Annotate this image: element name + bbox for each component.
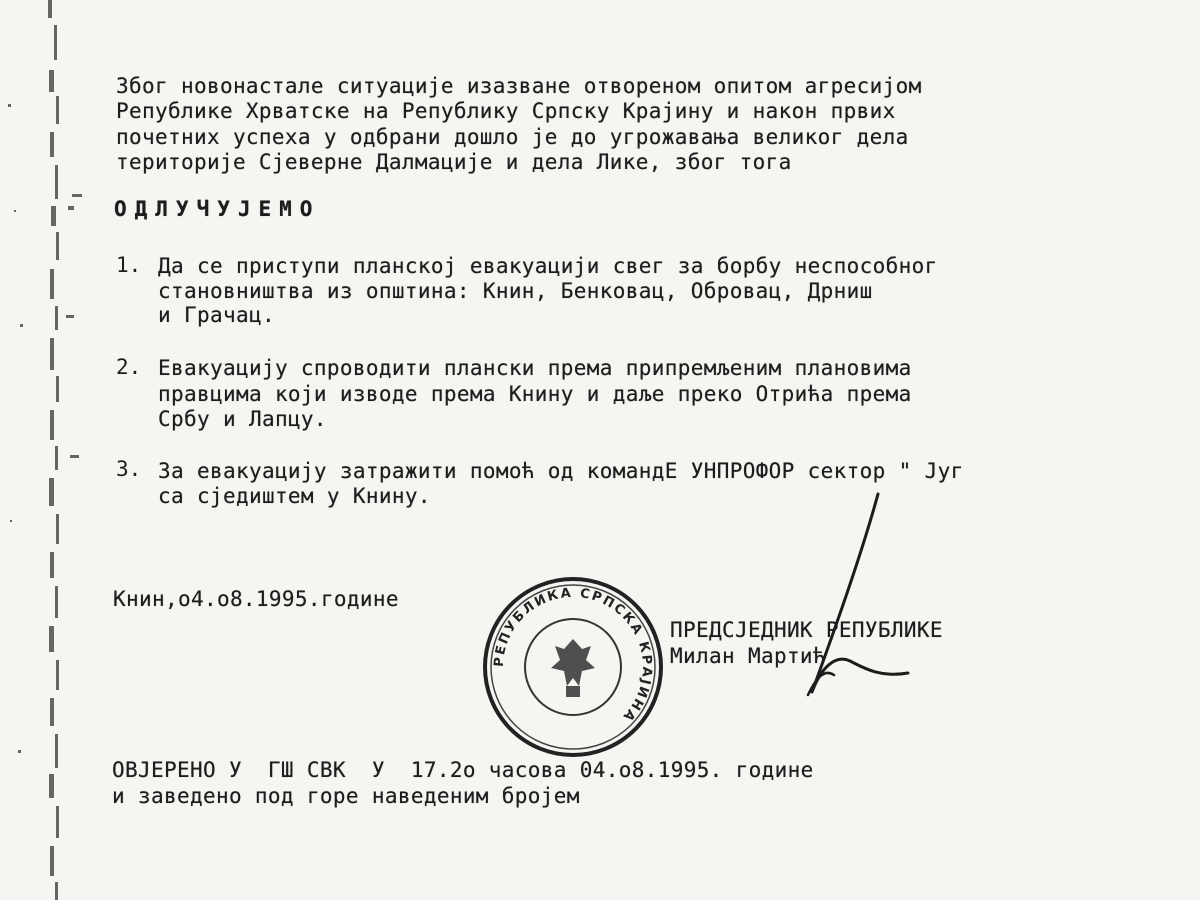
item-3-line-1: За евакуацију затражити помоћ од командЕ УНПРОФОР сектор " Југ: [158, 459, 964, 483]
item-1-number: 1.: [116, 253, 142, 277]
signatory-name: Милан Мартић: [670, 644, 826, 668]
decision-heading: ОДЛУЧУЈЕМО: [114, 197, 321, 221]
intro-line-2: Републике Хрватске на Републику Српску Крајину и након првих: [116, 99, 896, 123]
svg-text:РЕПУБЛИКА СРПСКА КРАЈИНА: РЕПУБЛИКА СРПСКА КРАЈИНА: [491, 585, 655, 725]
item-1-line-3: и Грачац.: [158, 303, 275, 327]
item-2-line-3: Србу и Лапцу.: [158, 407, 327, 431]
verification-line-1: ОВЈЕРЕНО У ГШ СВК У 17.2о часова 04.о8.1995. године: [112, 758, 814, 782]
item-2-line-2: правцима који изводе према Книну и даље преко Отрића према: [158, 382, 912, 406]
official-seal: [478, 572, 668, 762]
item-1-line-2: становништва из општина: Книн, Бенковац, Обровац, Дрниш: [158, 279, 873, 303]
item-3-number: 3.: [116, 457, 142, 481]
verification-line-2: и заведено под горе наведеним бројем: [112, 784, 580, 808]
signatory-title: ПРЕДСЈЕДНИК РЕПУБЛИКЕ: [670, 618, 943, 642]
item-2-line-1: Евакуацију спроводити плански према припремљеним плановима: [158, 356, 912, 380]
place-and-date: Книн,о4.о8.1995.године: [113, 587, 399, 611]
intro-line-4: територије Сјеверне Далмације и дела Лике, због тога: [116, 150, 792, 174]
handwritten-signature: [790, 490, 930, 720]
item-3-line-2: са сједиштем у Книну.: [158, 484, 431, 508]
item-2-number: 2.: [116, 355, 142, 379]
left-margin-scan-noise: [0, 0, 95, 900]
item-1-line-1: Да се приступи планској евакуацији свег за борбу неспособног: [158, 254, 938, 278]
intro-line-3: почетних успеха у одбрани дошло је до угрожавања великог дела: [116, 125, 909, 149]
intro-line-1: Због новонастале ситуације изазване отвореном опитом агресијом: [116, 74, 922, 98]
